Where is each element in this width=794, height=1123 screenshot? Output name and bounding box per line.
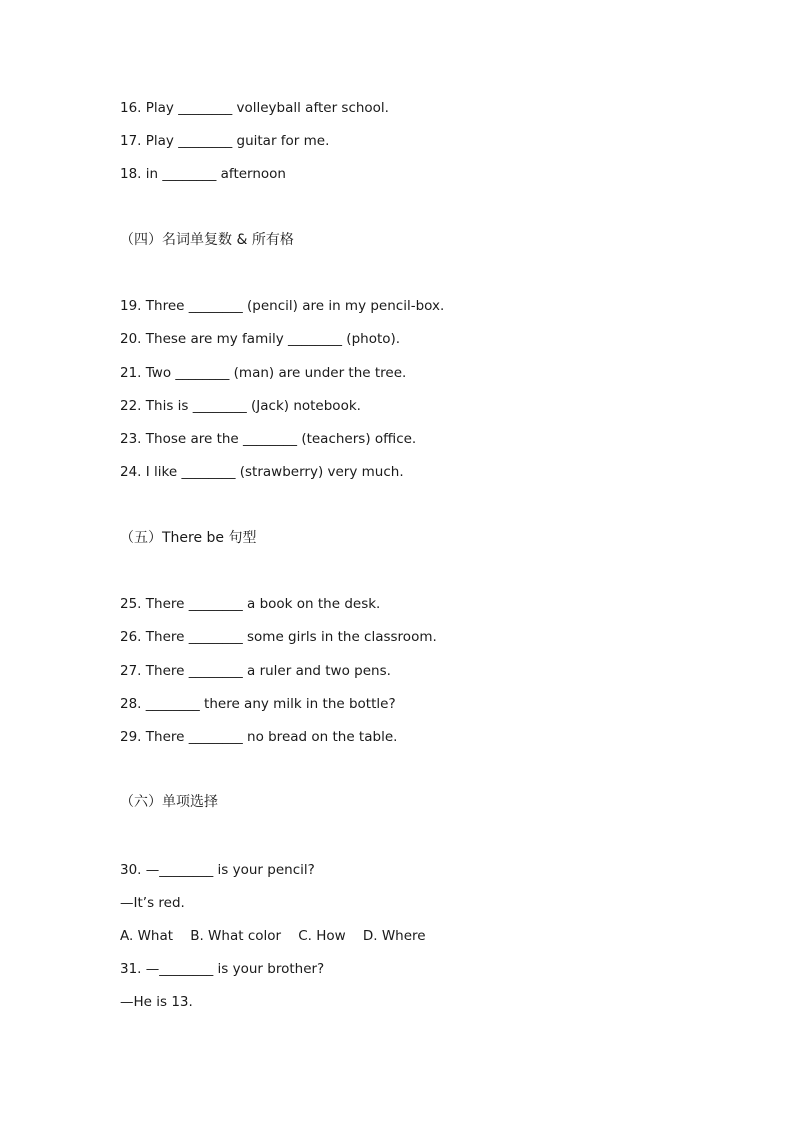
question-24: 24. I like ________ (strawberry) very much. <box>120 464 404 480</box>
question-29: 29. There ________ no bread on the table. <box>120 729 398 745</box>
question-20: 20. These are my family ________ (photo). <box>120 331 401 347</box>
question-17: 17. Play ________ guitar for me. <box>120 133 330 149</box>
question-27: 27. There ________ a ruler and two pens. <box>120 663 391 679</box>
section-heading-5: （五）There be 句型 <box>120 530 257 546</box>
answer-31: —He is 13. <box>120 994 193 1010</box>
question-19: 19. Three ________ (pencil) are in my pencil-box. <box>120 298 445 314</box>
question-28: 28. ________ there any milk in the bottle? <box>120 696 396 712</box>
section-heading-4: （四）名词单复数 & 所有格 <box>120 232 294 248</box>
choices-30: A. What B. What color C. How D. Where <box>120 928 426 944</box>
question-16: 16. Play ________ volleyball after school. <box>120 100 389 116</box>
question-23: 23. Those are the ________ (teachers) office. <box>120 431 417 447</box>
question-30: 30. —________ is your pencil? <box>120 862 315 878</box>
question-26: 26. There ________ some girls in the classroom. <box>120 629 437 645</box>
question-31: 31. —________ is your brother? <box>120 961 325 977</box>
question-22: 22. This is ________ (Jack) notebook. <box>120 398 361 414</box>
answer-30: —It’s red. <box>120 895 185 911</box>
question-25: 25. There ________ a book on the desk. <box>120 596 381 612</box>
question-18: 18. in ________ afternoon <box>120 166 286 182</box>
section-heading-6: （六）单项选择 <box>120 794 218 810</box>
question-21: 21. Two ________ (man) are under the tree. <box>120 365 407 381</box>
